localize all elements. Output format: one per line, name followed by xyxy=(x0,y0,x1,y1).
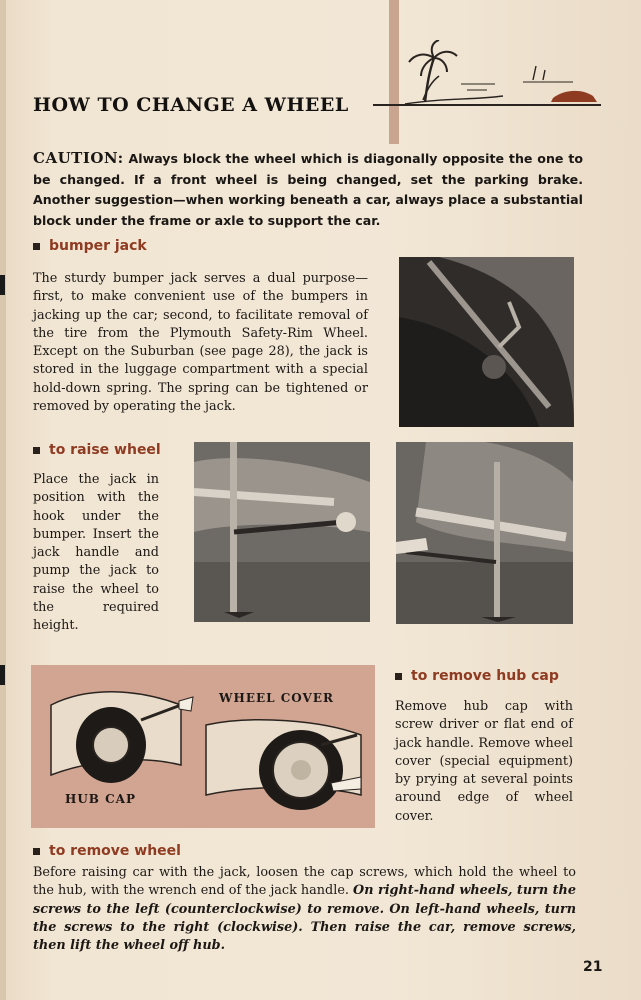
remove-wheel-text-part2: On right-hand wheels, turn the screws to the left (counterclockwise) to remove. On left-hand wheels, turn the screws to the right (clockwise). Then raise the car, remove screws, then lift the wheel off hub. xyxy=(33,883,576,954)
heading-bumper-jack-text: bumper jack xyxy=(49,238,147,254)
photo-jack-under-bumper xyxy=(194,442,370,622)
square-bullet-icon xyxy=(33,848,40,855)
page-title: HOW TO CHANGE A WHEEL xyxy=(33,94,349,116)
heading-bumper-jack xyxy=(33,238,147,254)
heading-raise-wheel xyxy=(33,442,161,458)
caution-label: CAUTION: xyxy=(33,149,124,167)
caution-paragraph xyxy=(33,148,583,231)
trunk-jack-illustration xyxy=(399,257,574,427)
heading-remove-hub-cap xyxy=(395,668,559,684)
photo-jack-stored-in-trunk xyxy=(399,257,574,427)
header-accent-bar xyxy=(389,0,399,144)
remove-hub-cap-text: Remove hub cap with screw driver or flat end of jack handle. Remove wheel cover (special equipment) by prying at several points around edge of wheel cover. xyxy=(395,699,573,824)
hub-cap-wheel-cover-illustration xyxy=(31,665,375,828)
photo-pumping-jack xyxy=(396,442,573,624)
heading-remove-wheel xyxy=(33,843,181,859)
page-number: 21 xyxy=(583,959,603,975)
heading-remove-wheel-text: to remove wheel xyxy=(49,843,181,859)
bumper-jack-text: The sturdy bumper jack serves a dual purpose—first, to make convenient use of the bumpers in jacking up the car; second, to facilitate removal of the tire from the Plymouth Safety-Rim Wheel. Except on the Suburban (see page 28), the jack is stored in the luggage compartment with a special hold-down spring. The spring can be tightened or removed by operating the jack. xyxy=(33,271,368,415)
jack-bumper-illustration-1 xyxy=(194,442,370,622)
binding-mark xyxy=(0,275,5,295)
remove-wheel-text-part1: Before raising car with the jack, loosen the cap screws, which hold the wheel to the hub, with the wrench end of the jack handle. xyxy=(33,865,576,899)
heading-remove-hub-cap-text: to remove hub cap xyxy=(411,668,559,684)
wheel-cover-label: WHEEL COVER xyxy=(219,691,334,705)
caution-text: Always block the wheel which is diagonally opposite the one to be changed. If a front wheel is being changed, set the parking brake. Another suggestion—when working beneath a car, always place a substantial block under the frame or axle to support the car. xyxy=(33,151,583,228)
remove-wheel-text xyxy=(33,864,576,955)
page-spine xyxy=(0,0,6,1000)
jack-bumper-illustration-2 xyxy=(396,442,573,624)
square-bullet-icon xyxy=(33,243,40,250)
square-bullet-icon xyxy=(395,673,402,680)
heading-raise-wheel-text: to raise wheel xyxy=(49,442,161,458)
hub-cap-label: HUB CAP xyxy=(65,792,137,806)
binding-mark xyxy=(0,665,5,685)
square-bullet-icon xyxy=(33,447,40,454)
palm-beach-icon xyxy=(403,40,603,114)
title-rule xyxy=(373,104,601,106)
raise-wheel-text: Place the jack in position with the hook under the bumper. Insert the jack handle and pump the jack to raise the wheel to the required height. xyxy=(33,472,159,634)
